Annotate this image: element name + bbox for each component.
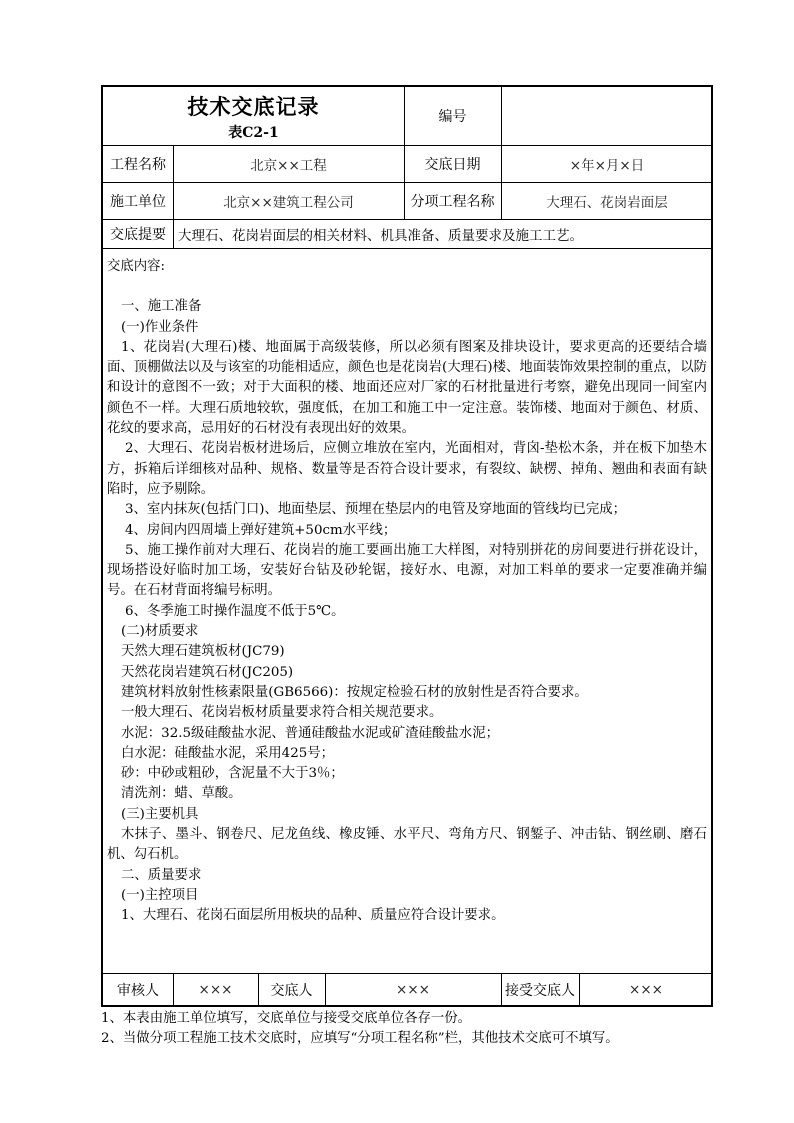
subproject-label: 分项工程名称 [410,193,495,210]
discloser-label: 交底人 [270,983,313,999]
reviewer-value: ××× [198,982,233,998]
summary-label: 交底提要 [110,226,166,243]
content-paragraph [107,541,707,602]
subproject-value: 大理石、花岗岩面层 [546,194,668,211]
content-line: 天然大理石建筑板材(JC79) [121,644,285,660]
summary-value: 大理石、花岗岩面层的相关材料、机具准备、质量要求及施工工艺。 [178,227,583,244]
content-paragraph-text: 木抹子、墨斗、钢卷尺、尼龙鱼线、橡皮锤、水平尺、弯角方尺、钢錾子、冲击钻、钢丝刷、磨石机、勾石机。 [107,827,707,863]
project-name-value: 北京××工程 [250,157,327,174]
subproject-cell[interactable] [501,182,713,219]
receiver-label: 接受交底人 [505,983,575,999]
contractor-label-cell [103,182,173,219]
discloser-value: ××× [396,982,430,998]
project-name-cell[interactable] [173,145,404,182]
subproject-label-cell [404,182,501,219]
form-notes [101,1009,741,1049]
content-line: 4、房间内四周墙上弹好建筑+50cm水平线； [125,522,397,538]
contractor-value: 北京××建筑工程公司 [223,194,354,211]
reviewer-label-cell [103,973,173,1007]
content-line: 天然花岗岩建筑石材(JC205) [121,664,294,680]
content-line: (一)主控项目 [121,887,199,903]
content-paragraph [107,825,707,866]
date-cell[interactable] [501,145,713,182]
content-line: 砂：中砂或粗砂，含泥量不大于3％； [121,766,344,782]
content-heading: 交底内容: [107,259,166,274]
contractor-cell[interactable] [173,182,404,219]
project-name-label-cell [103,145,173,182]
form-title-cell [103,91,404,121]
contractor-label: 施工单位 [110,193,166,210]
form-code-cell [103,121,404,143]
form-code: 表C2-1 [228,125,279,141]
project-name-label: 工程名称 [110,156,166,173]
number-label: 编号 [438,109,467,125]
row-divider [103,248,711,249]
content-line: 建筑材料放射性核素限量(GB6566)：按规定检验石材的放射性是否符合要求。 [121,684,588,700]
content-paragraph-text: 2、大理石、花岗岩板材进场后，应侧立堆放在室内，光面相对，背囟-垫松木条，并在板下加垫木方，拆箱后详细核对品种、规格、数量等是否符合设计要求，有裂纹、缺楞、掉角、翘曲和表面有缺陷时，应予剔除。 [107,441,707,497]
content-line: 3、室内抹灰(包括门口)、地面垫层、预埋在垫层内的电管及穿地面的管线均已完成； [125,502,627,518]
discloser-cell[interactable] [325,973,501,1007]
blank-line [107,277,707,297]
receiver-cell[interactable] [579,973,713,1007]
number-value-cell[interactable] [501,87,713,145]
discloser-label-cell [258,973,325,1007]
content-line: 二、质量要求 [121,867,202,883]
disclosure-form [101,85,713,1007]
date-label-cell [404,145,501,182]
summary-label-cell [103,219,173,248]
number-label-cell [404,87,501,145]
content-line: 一、施工准备 [121,299,202,315]
content-line: 水泥：32.5级硅酸盐水泥、普通硅酸盐水泥或矿渣硅酸盐水泥； [121,725,499,741]
content-line: (三)主要机具 [121,806,199,822]
content-line: 一般大理石、花岗岩板材质量要求符合相关规范要求。 [121,705,443,721]
date-label: 交底日期 [424,156,481,173]
note-line: 2、当做分项工程施工技术交底时，应填写“分项工程名称”栏，其他技术交底可不填写。 [101,1031,619,1046]
content-line: 清洗剂：蜡、草酸。 [121,786,242,802]
note-line: 1、本表由施工单位填写，交底单位与接受交底单位各存一份。 [101,1011,472,1026]
summary-cell[interactable] [173,219,713,248]
reviewer-cell[interactable] [173,973,258,1007]
receiver-label-cell [501,973,579,1007]
reviewer-label: 审核人 [117,983,159,999]
content-line: (二)材质要求 [121,624,199,640]
content-paragraph [107,338,707,439]
content-line: (一)作业条件 [121,319,199,335]
receiver-value: ××× [629,982,663,998]
disclosure-content[interactable] [107,257,707,927]
content-paragraph [107,439,707,500]
content-line: 6、冬季施工时操作温度不低于5℃。 [125,603,345,619]
content-paragraph-text: 1、花岗岩(大理石)楼、地面属于高级装修，所以必须有图案及排块设计，要求更高的还要结合墙面、顶棚做法以及与该室的功能相适应，颜色也是花岗岩(大理石)楼、地面装饰效果控制的重点，以防和设计的意图不一致；对于大面积的楼、地面还应对厂家的石材批量进行考察，避免出现同一间室内颜色不一样。大理石质地较软，强度低，在加工和施工中一定注意。装饰楼、地面对于颜色、材质、花纹的要求高，忌用好的石材没有表现出好的效果。 [107,339,707,437]
content-line: 1、大理石、花岗石面层所用板块的品种、质量应符合设计要求。 [121,908,505,924]
date-value: ×年×月×日 [569,157,645,174]
content-paragraph-text: 5、施工操作前对大理石、花岗岩的施工要画出施工大样图，对特别拼花的房间要进行拼花设计，现场搭设好临时加工场，安装好台钻及砂轮锯，接好水、电源，对加工料单的要求一定要准确并编号。在石材背面将编号标明。 [107,542,707,599]
form-title: 技术交底记录 [187,95,320,119]
content-line: 白水泥：硅酸盐水泥，采用425号； [121,745,335,761]
